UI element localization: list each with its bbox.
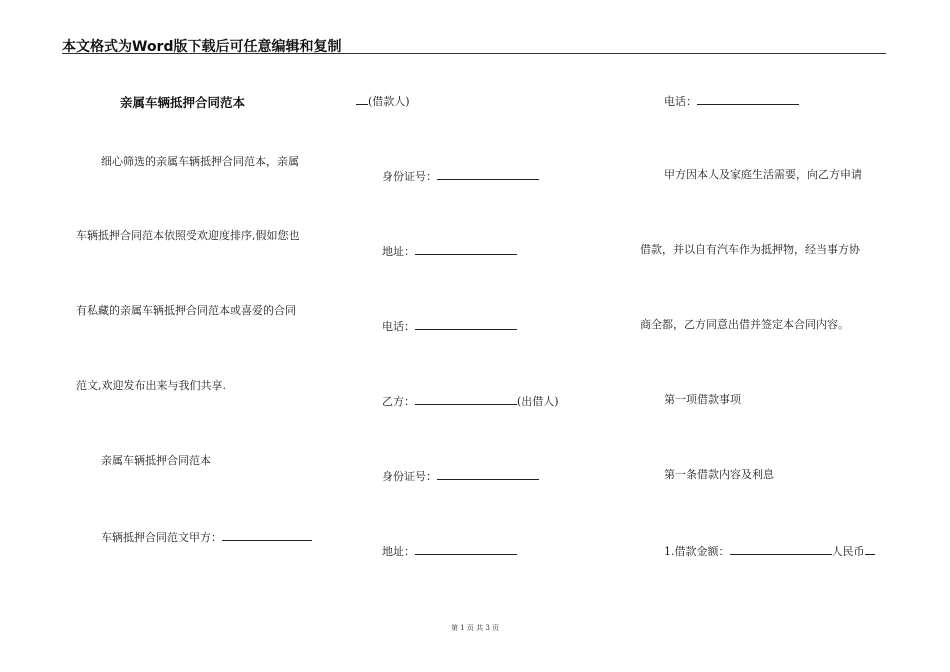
address-blank: [415, 243, 517, 255]
body-line-1: 甲方因本人及家庭生活需要，向乙方申请: [664, 168, 862, 181]
intro-line-3: 有私藏的亲属车辆抵押合同范本或喜爱的合同: [76, 304, 296, 317]
intro-line-4: 范文,欢迎发布出来与我们共享.: [76, 379, 226, 392]
phone-label-3: 电话：: [664, 95, 697, 108]
borrower-suffix: (借款人): [368, 95, 410, 108]
page-number: 第 1 页 共 3 页: [450, 624, 500, 632]
phone-line-3: [664, 93, 799, 109]
loan-amount-blank: [730, 543, 832, 555]
intro-line-2: 车辆抵押合同范本依照受欢迎度排序,假如您也: [76, 229, 300, 242]
party-b-line: [382, 393, 559, 409]
loan-amount-label: 1.借款金额：: [664, 545, 730, 558]
item-heading: 第一项借款事项: [664, 393, 741, 406]
party-b-blank: [415, 393, 517, 405]
currency-blank: [865, 543, 875, 555]
id-line: [382, 168, 539, 184]
body-line-3: 商全都，乙方同意出借并签定本合同内容。: [640, 318, 849, 331]
loan-amount-line: [664, 543, 875, 559]
borrower-line: [356, 93, 410, 109]
phone-blank: [415, 318, 517, 330]
phone-label: 电话：: [382, 320, 415, 333]
id-blank: [437, 168, 539, 180]
borrower-blank: [356, 93, 368, 105]
address-label-2: 地址：: [382, 545, 415, 558]
id-label-2: 身份证号：: [382, 470, 437, 483]
id-label: 身份证号：: [382, 170, 437, 183]
body-line-2: 借款，并以自有汽车作为抵押物，经当事方协: [640, 243, 860, 256]
party-a-label: 车辆抵押合同范文甲方：: [101, 531, 222, 544]
phone-blank-3: [697, 93, 799, 105]
address-line-2: [382, 543, 517, 559]
address-line: [382, 243, 517, 259]
address-label: 地址：: [382, 245, 415, 258]
party-a-blank: [222, 529, 312, 541]
id-line-2: [382, 468, 539, 484]
section-heading: 亲属车辆抵押合同范本: [101, 454, 211, 467]
address-blank-2: [415, 543, 517, 555]
party-a-line: [101, 529, 312, 545]
phone-line: [382, 318, 517, 334]
intro-line-1: 细心筛选的亲属车辆抵押合同范本，亲属: [101, 155, 299, 168]
lender-suffix: (出借人): [517, 395, 559, 408]
document-header: 本文格式为Word版下载后可任意编辑和复制: [62, 39, 342, 55]
id-blank-2: [437, 468, 539, 480]
contract-title: 亲属车辆抵押合同范本: [120, 95, 246, 110]
loan-amount-suffix: 人民币: [831, 545, 865, 558]
party-b-label: 乙方：: [382, 395, 415, 408]
clause-heading: 第一条借款内容及利息: [664, 468, 774, 481]
header-divider: [62, 53, 886, 54]
